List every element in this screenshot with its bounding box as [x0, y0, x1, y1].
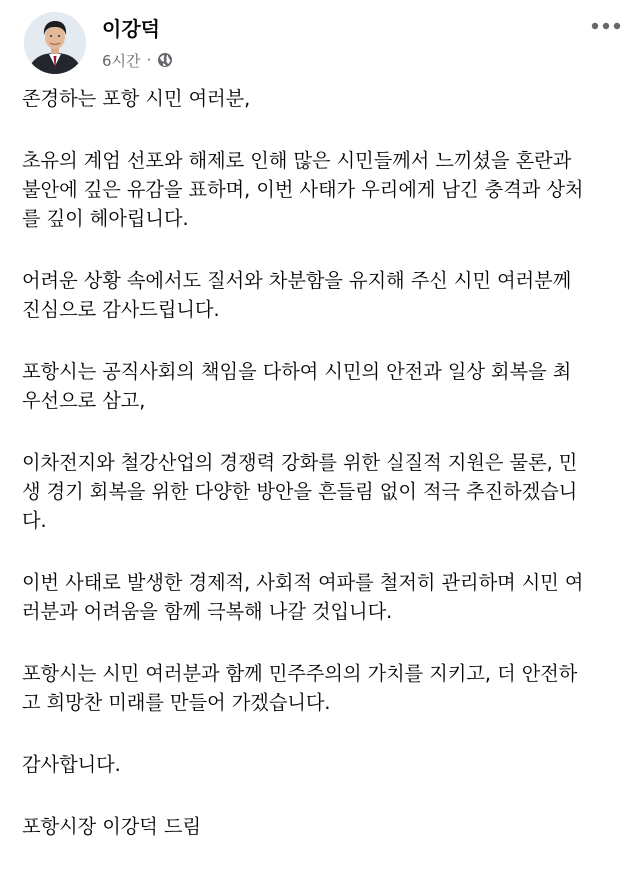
author-name[interactable]: 이강덕 — [102, 17, 160, 41]
post-paragraph-industry-support: 이차전지와 철강산업의 경쟁력 강화를 위한 실질적 지원은 물론, 민 생 경기 회복을 위한 다양한 방안을 흔들림 없이 적극 추진하겠습니 다. — [22, 451, 578, 532]
post-paragraph-thanks-citizens: 어려운 상황 속에서도 질서와 차분함을 유지해 주신 시민 여러분께 진심으로 감사드립니다. — [22, 269, 572, 321]
more-options-button[interactable] — [588, 14, 624, 38]
post-paragraph-closing: 감사합니다. — [22, 753, 121, 776]
post-time[interactable]: 6시간 — [102, 51, 141, 70]
globe-icon[interactable] — [157, 52, 173, 68]
avatar[interactable] — [24, 12, 86, 74]
post-paragraph-priority: 포항시는 공직사회의 책임을 다하여 시민의 안전과 일상 회복을 최 우선으로 삼고, — [22, 360, 572, 412]
post-paragraph-greeting: 존경하는 포항 시민 여러분, — [22, 87, 251, 110]
post-paragraph-recovery: 이번 사태로 발생한 경제적, 사회적 여파를 철저히 관리하며 시민 여 러분과 어려움을 함께 극복해 나갈 것입니다. — [22, 571, 584, 623]
post-paragraph-democracy: 포항시는 시민 여러분과 함께 민주주의의 가치를 지키고, 더 안전하 고 희망찬 미래를 만들어 가겠습니다. — [22, 662, 578, 714]
post-paragraph-apology: 초유의 계엄 선포와 해제로 인해 많은 시민들께서 느끼셨을 혼란과 불안에 깊은 유감을 표하며, 이번 사태가 우리에게 남긴 충격과 상처 를 깊이 헤아립니다. — [22, 149, 584, 230]
post-header — [24, 12, 624, 76]
profile-photo — [24, 12, 86, 74]
post-body — [22, 84, 622, 874]
more-horizontal-icon — [591, 22, 621, 30]
meta-separator: · — [146, 51, 152, 69]
post-paragraph-signature: 포항시장 이강덕 드림 — [22, 815, 202, 838]
post-meta — [102, 50, 173, 70]
